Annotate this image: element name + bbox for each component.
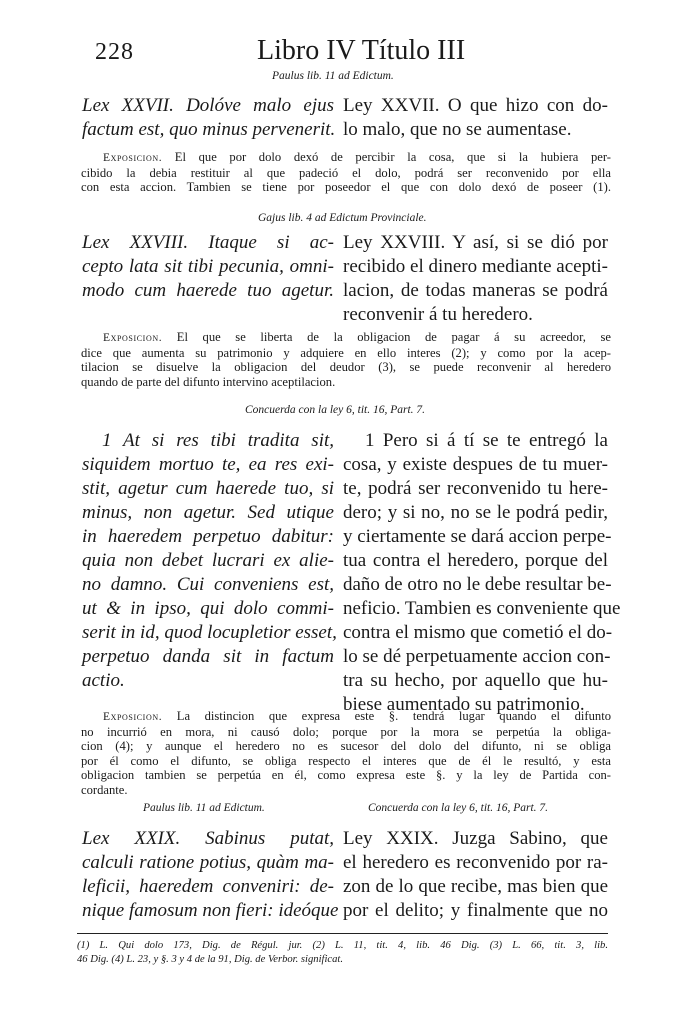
- exposicion-line: obligacion tambien se perpetúa en él, como expresa este §. y la ley de Partida con-: [81, 768, 611, 783]
- exposicion-line: cordante.: [81, 782, 128, 797]
- spanish-para1: [343, 429, 621, 717]
- spanish-line: Ley XXVIII. Y así, si se dió por: [343, 232, 608, 253]
- exposicion-label: Exposicion.: [103, 332, 163, 344]
- spanish-line: 1 Pero si á tí se te entregó la: [365, 430, 608, 451]
- latin-line: ut & in ipso, qui dolo commi-: [82, 598, 334, 619]
- spanish-line: lacion, de todas maneras se podrá: [343, 280, 608, 301]
- spanish-line: contra el mismo que cometió el do-: [343, 622, 613, 643]
- latin-line: stit, agetur cum haerede tuo, si: [82, 478, 334, 499]
- footnote-line: (1) L. Qui dolo 173, Dig. de Régul. jur. (2) L. 11, tit. 4, lib. 46 Dig. (3) L. 66, tit. 3, lib.: [77, 940, 608, 951]
- exposicion-line: por él como el difunto, se obliga respecto el interes que de él le resultó, y esta: [81, 753, 611, 768]
- spanish-lex28: [343, 231, 608, 327]
- spanish-line: biese aumentado su patrimonio.: [343, 694, 585, 715]
- spanish-line: Ley XXIX. Juzga Sabino, que: [343, 828, 608, 849]
- exposicion-line: Exposicion. La distincion que expresa este §. tendrá lugar quando el difunto: [103, 709, 611, 723]
- latin-line: leficii, haeredem conveniri: de-: [82, 876, 334, 897]
- spanish-line: te, podrá ser reconvenido tu here-: [343, 478, 608, 499]
- exposicion-1: [81, 150, 611, 195]
- latin-line: 1 At si res tibi tradita sit,: [102, 430, 334, 451]
- footnote-rule: [77, 933, 608, 934]
- exposicion-line: con esta accion. Tambien se tiene por poseedor el que con dolo dexó de poseer (1).: [81, 180, 611, 195]
- spanish-line: lo se dé perpetuamente accion con-: [343, 646, 611, 667]
- spanish-lex27: [343, 94, 608, 142]
- footnotes: [77, 939, 608, 967]
- latin-lex28: [82, 231, 334, 303]
- latin-line: Lex XXVII. Dolóve malo ejus: [82, 95, 334, 116]
- exposicion-line: cibido la debia restituir al que padeció el dolo, podrá ser reconvenido por ella: [81, 165, 611, 180]
- latin-line: no damno. Cui conveniens est,: [82, 574, 334, 595]
- latin-line: factum est, quo minus pervenerit.: [82, 119, 336, 140]
- citation-lex27: Paulus lib. 11 ad Edictum.: [272, 70, 394, 82]
- latin-para1: [82, 429, 337, 693]
- exposicion-line: Exposicion. El que por dolo dexó de percibir la cosa, que si la hubiera per-: [103, 150, 611, 164]
- spanish-line: recibido el dinero mediante acepti-: [343, 256, 608, 277]
- latin-line: calculi ratione potius, quàm ma-: [82, 852, 334, 873]
- spanish-line: reconvenir á tu heredero.: [343, 304, 533, 325]
- exposicion-line: quando de parte del difunto intervino aceptilacion.: [81, 374, 336, 389]
- citation-lex29: Paulus lib. 11 ad Edictum.: [143, 802, 265, 814]
- spanish-line: tra su hecho, por aquello que hu-: [343, 670, 608, 691]
- latin-line: quia non debet lucrari ex alie-: [82, 550, 334, 571]
- spanish-line: dero; y si no, no se le podrá pedir,: [343, 502, 608, 523]
- spanish-lex29: [343, 827, 608, 923]
- latin-line: cepto lata sit tibi pecunia, omni-: [82, 256, 334, 277]
- citation-lex28: Gajus lib. 4 ad Edictum Provinciale.: [258, 212, 427, 224]
- spanish-line: lo malo, que no se aumentase.: [343, 119, 572, 140]
- latin-line: actio.: [82, 670, 125, 691]
- spanish-line: el heredero es reconvenido por ra-: [343, 852, 608, 873]
- footnote-line: 46 Dig. (4) L. 23, y §. 3 y 4 de la 91, Dig. de Verbor. significat.: [77, 954, 343, 965]
- latin-line: perpetuo danda sit in factum: [82, 646, 334, 667]
- spanish-line: Ley XXVII. O que hizo con do-: [343, 95, 608, 116]
- spanish-line: por el delito; y finalmente que no: [343, 900, 608, 921]
- latin-line: modo cum haerede tuo agetur.: [82, 280, 334, 301]
- exposicion-line: Exposicion. El que se liberta de la obligacion de pagar á su acreedor, se: [103, 330, 611, 344]
- page-number: 228: [95, 39, 134, 65]
- latin-line: nique famosum non fieri: ideóque: [82, 900, 339, 921]
- latin-line: Lex XXIX. Sabinus putat,: [82, 828, 334, 849]
- concordance-note: Concuerda con la ley 6, tit. 16, Part. 7.: [245, 404, 426, 416]
- running-head: Libro IV Título III: [257, 35, 466, 66]
- exposicion-label: Exposicion.: [103, 711, 163, 723]
- concordance-lex29: Concuerda con la ley 6, tit. 16, Part. 7.: [368, 802, 549, 814]
- latin-lex27: [82, 94, 334, 142]
- exposicion-line: tilacion se disuelve la obligacion del deudor (3), se puede reconvenir al heredero: [81, 360, 611, 375]
- latin-line: serit in id, quod locupletior esset,: [82, 622, 337, 643]
- spanish-line: zon de lo que recibe, mas bien que: [343, 876, 608, 897]
- exposicion-line: dice que aumenta su patrimonio y adquiere en ello interes (2); y como por la acep-: [81, 345, 611, 360]
- exposicion-label: Exposicion.: [103, 152, 163, 164]
- latin-lex29: [82, 827, 339, 923]
- exposicion-3: [81, 709, 611, 798]
- latin-line: Lex XXVIII. Itaque si ac-: [82, 232, 334, 253]
- spanish-line: tua contra el heredero, porque del: [343, 550, 608, 571]
- spanish-line: y ciertamente se dará accion perpe-: [343, 526, 612, 547]
- exposicion-line: no incurrió en mora, ni causó dolo; porque por la mora se perpetúa la obliga-: [81, 724, 611, 739]
- exposicion-2: [81, 330, 611, 389]
- latin-line: in haeredem perpetuo dabitur:: [82, 526, 334, 547]
- latin-line: minus, non agetur. Sed utique: [82, 502, 334, 523]
- spanish-line: cosa, y existe despues de tu muer-: [343, 454, 608, 475]
- exposicion-line: cion (4); y aunque el heredero no es sucesor del dolo del difunto, ni se obliga: [81, 739, 611, 754]
- latin-line: siquidem mortuo te, ea res exi-: [82, 454, 334, 475]
- spanish-line: neficio. Tambien es conveniente que: [343, 598, 621, 619]
- spanish-line: daño de otro no le debe resultar be-: [343, 574, 612, 595]
